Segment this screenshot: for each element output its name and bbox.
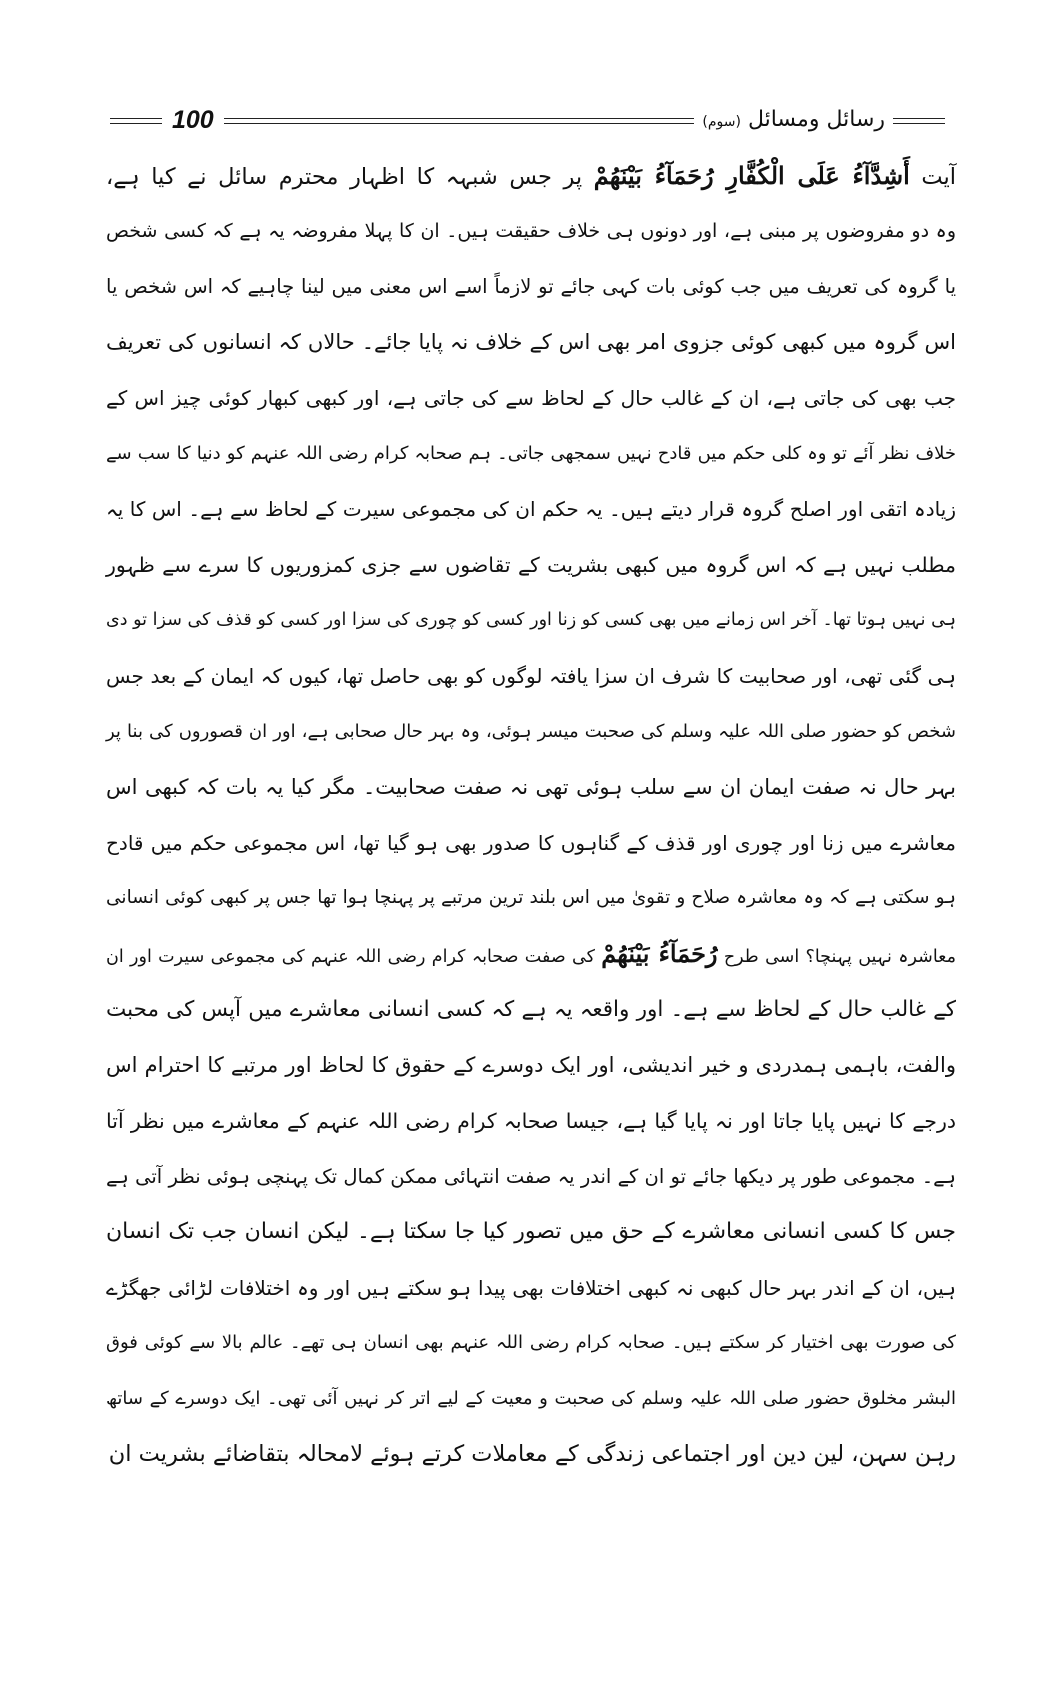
text-line: والفت، باہمی ہمدردی و خیر اندیشی، اور ایک دوسرے کے حقوق کا لحاظ اور مرتبے کا احترام اس — [106, 1052, 956, 1077]
running-title — [694, 109, 893, 131]
text-segment: معاشرہ نہیں پہنچا؟ اسی طرح — [723, 946, 956, 967]
text-line: کے غالب حال کے لحاظ سے ہے۔ اور واقعہ یہ ہے کہ کسی انسانی معاشرے میں آپس کی محبت — [106, 996, 956, 1022]
page-header — [110, 104, 945, 136]
text-line: مطلب نہیں ہے کہ اس گروہ میں کبھی بشریت کے تقاضوں سے جزی کمزوریوں کا سرے سے ظہور — [106, 552, 956, 577]
text-line — [106, 148, 956, 204]
header-rule-middle — [224, 118, 695, 124]
quranic-verse: رُحَمَآءُ بَيْنَهُمْ — [601, 938, 718, 968]
text-line: رہن سہن، لین دین اور اجتماعی زندگی کے معاملات کرتے ہوئے لامحالہ بتقاضائے بشریت ان — [108, 1441, 956, 1468]
text-line: کی صورت بھی اختیار کر سکتے ہیں۔ صحابہ کرام رضی اللہ عنہم بھی انسان ہی تھے۔ عالم بالا سے کوئی فوق — [106, 1332, 956, 1354]
text-line — [106, 926, 956, 982]
text-segment: پر جس شبہہ کا اظہار محترم سائل نے کیا ہے، — [106, 163, 583, 190]
body-text — [106, 148, 956, 1482]
text-line: ہی نہیں ہوتا تھا۔ آخر اس زمانے میں بھی کسی کو زنا اور کسی کو چوری کی سزا اور کسی کو قذف کی سزا تو دی — [106, 609, 956, 630]
header-rule-left — [110, 118, 162, 124]
text-line: درجے کا نہیں پایا جاتا اور نہ پایا گیا ہے، جیسا صحابہ کرام رضی اللہ عنہم کے معاشرے میں نظر آتا — [106, 1108, 956, 1133]
page-number: 100 — [172, 105, 214, 134]
running-title-text: رسائل ومسائل — [747, 107, 885, 132]
text-line: خلاف نظر آئے تو وہ کلی حکم میں قادح نہیں سمجھی جاتی۔ ہم صحابہ کرام رضی اللہ عنہم کو دنیا کا سب سے — [106, 442, 956, 464]
text-line: ہو سکتی ہے کہ وہ معاشرہ صلاح و تقویٰ میں اس بلند ترین مرتبے پر پہنچا ہوا تھا جس پر کبھی کوئی انسانی — [106, 887, 956, 909]
text-line: معاشرے میں زنا اور چوری اور قذف کے گناہوں کا صدور بھی ہو گیا تھا، اس مجموعی حکم میں قادح — [106, 830, 956, 855]
text-line: ہیں، ان کے اندر بہر حال کبھی نہ کبھی اختلافات بھی پیدا ہو سکتے ہیں اور وہ اختلافات لڑائی جھگڑے — [106, 1275, 956, 1300]
text-segment: آیت — [921, 163, 957, 190]
text-line: زیادہ اتقی اور اصلح گروہ قرار دیتے ہیں۔ یہ حکم ان کی مجموعی سیرت کے لحاظ سے ہے۔ اس کا یہ — [106, 497, 956, 522]
text-line: البشر مخلوق حضور صلی اللہ علیہ وسلم کی صحبت و معیت کے لیے اتر کر نہیں آئی تھی۔ ایک دوسرے کے ساتھ — [106, 1387, 956, 1409]
text-line: وہ دو مفروضوں پر مبنی ہے، اور دونوں ہی خلاف حقیقت ہیں۔ ان کا پہلا مفروضہ یہ ہے کہ کسی شخص — [106, 219, 956, 242]
text-line: ہی گئی تھی، اور صحابیت کا شرف ان سزا یافتہ لوگوں کو بھی حاصل تھا، کیوں کہ ایمان کے بعد جس — [106, 664, 956, 689]
text-line: ہے۔ مجموعی طور پر دیکھا جائے تو ان کے اندر یہ صفت انتہائی ممکن کمال تک پہنچی ہوئی نظر آتی ہے — [106, 1164, 956, 1188]
text-line: اس گروہ میں کبھی کوئی جزوی امر بھی اس کے خلاف نہ پایا جائے۔ حالاں کہ انسانوں کی تعریف — [106, 330, 956, 355]
text-segment: کی صفت صحابہ کرام رضی اللہ عنہم کی مجموعی سیرت اور ان — [106, 946, 595, 967]
running-title-volume: (سوم) — [702, 114, 741, 130]
header-rule-right — [893, 118, 945, 124]
text-line: بہر حال نہ صفت ایمان ان سے سلب ہوئی تھی نہ صفت صحابیت۔ مگر کیا یہ بات کہ کبھی اس — [106, 774, 956, 799]
text-line: یا گروہ کی تعریف میں جب کوئی بات کہی جائے تو لازماً اسے اس معنی میں لینا چاہیے کہ اس شخص یا — [106, 275, 956, 299]
text-line: جس کا کسی انسانی معاشرے کے حق میں تصور کیا جا سکتا ہے۔ لیکن انسان جب تک انسان — [106, 1219, 956, 1245]
quranic-verse: أَشِدَّآءُ عَلَى الْكُفَّارِ رُحَمَآءُ بَيْنَهُمْ — [593, 160, 910, 190]
text-line: جب بھی کی جاتی ہے، ان کے غالب حال کے لحاظ سے کی جاتی ہے، اور کبھی کبھار کوئی چیز اس کے — [106, 386, 956, 411]
text-line: شخص کو حضور صلی اللہ علیہ وسلم کی صحبت میسر ہوئی، وہ بہر حال صحابی ہے، اور ان قصوروں کی بنا پر — [106, 720, 956, 742]
